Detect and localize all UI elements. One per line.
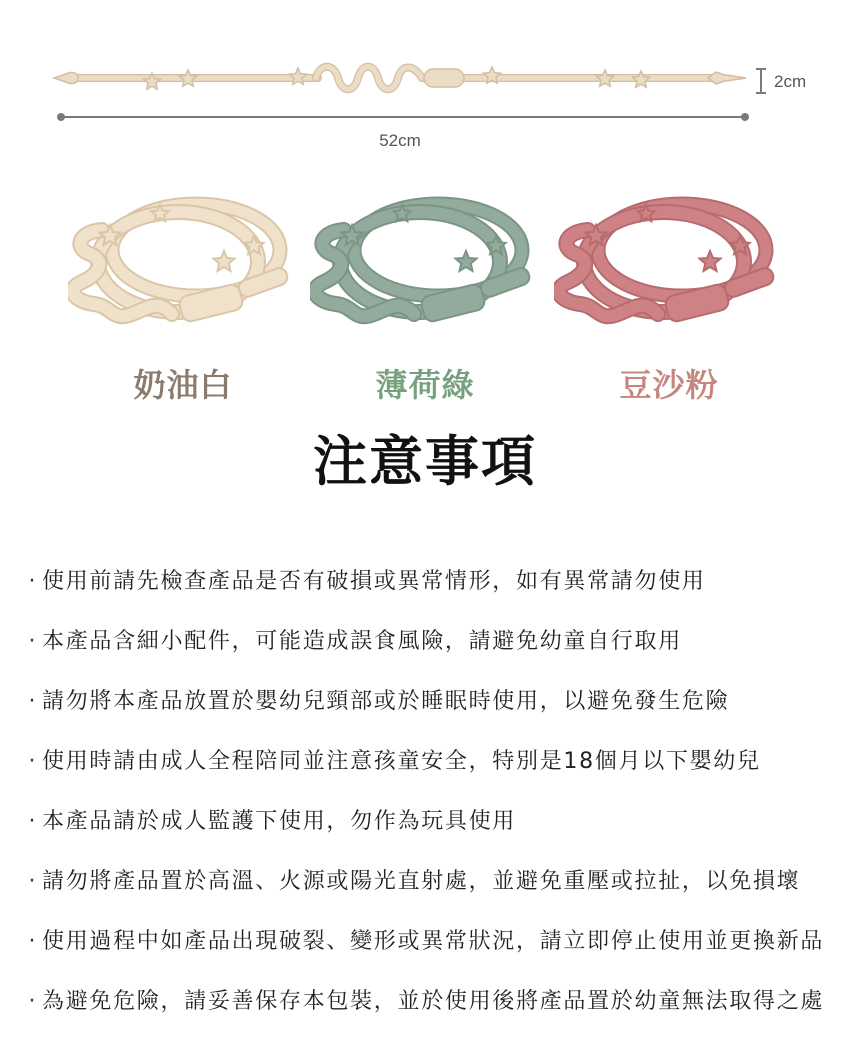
variant-mint-green	[305, 188, 545, 408]
strap-star-charm	[632, 71, 649, 87]
bullet-dot: ·	[28, 749, 36, 774]
notice-item	[0, 686, 850, 718]
notice-title: 注意事項	[313, 430, 537, 493]
variant-label-mint-green: 薄荷綠	[375, 366, 475, 404]
coiled-strap-mint-green	[310, 190, 540, 340]
length-dimension-end-right	[741, 113, 749, 121]
notice-item	[0, 986, 850, 1018]
length-dimension-end-left	[57, 113, 65, 121]
strap-left-tip	[54, 72, 78, 83]
variant-cream-white	[63, 188, 303, 408]
length-dimension-marker	[57, 113, 749, 121]
coiled-strap-graphic	[68, 190, 298, 340]
variant-bean-pink	[549, 188, 789, 408]
notice-item-text: 為避免危險，請妥善保存本包裝，並於使用後將產品置於幼童無法取得之處	[42, 989, 825, 1014]
strap-width-label: 2cm	[774, 72, 807, 91]
variant-label-bean-pink: 豆沙粉	[619, 366, 719, 404]
bullet-dot: ·	[28, 869, 36, 894]
strap-length-label: 52cm	[379, 131, 421, 150]
strap-clip-tab	[424, 69, 464, 87]
coil-star-charm	[456, 251, 477, 271]
notice-item	[0, 926, 850, 958]
notice-item-text: 使用時請由成人全程陪同並注意孩童安全，特別是18個月以下嬰幼兒	[42, 749, 761, 774]
notice-item	[0, 626, 850, 658]
coiled-strap-graphic	[554, 190, 784, 340]
strap-star-charm	[596, 70, 613, 86]
bullet-dot: ·	[28, 929, 36, 954]
coil-star-charm	[214, 251, 235, 271]
bullet-dot: ·	[28, 569, 36, 594]
notice-item-text: 使用前請先檢查產品是否有破損或異常情形，如有異常請勿使用	[42, 569, 706, 594]
coiled-strap-graphic	[310, 190, 540, 340]
width-dimension-marker	[756, 69, 766, 93]
notice-item	[0, 566, 850, 598]
unrolled-strap	[54, 67, 746, 90]
coiled-strap-bean-pink	[554, 190, 784, 340]
notice-list	[0, 566, 850, 1045]
strap-star-charm	[179, 70, 196, 86]
notice-item	[0, 806, 850, 838]
notice-item-text: 請勿將本產品放置於嬰幼兒頸部或於睡眠時使用，以避免發生危險	[42, 689, 730, 714]
notice-item-text: 本產品含細小配件，可能造成誤食風險，請避免幼童自行取用	[42, 629, 682, 654]
strap-right-tip	[708, 72, 746, 84]
coil-star-charm	[700, 251, 721, 271]
notice-item-text: 使用過程中如產品出現破裂、變形或異常狀況，請立即停止使用並更換新品	[42, 929, 825, 954]
bullet-dot: ·	[28, 689, 36, 714]
bullet-dot: ·	[28, 809, 36, 834]
variant-label-cream-white: 奶油白	[133, 366, 233, 404]
bullet-dot: ·	[28, 629, 36, 654]
notice-item-text: 請勿將產品置於高溫、火源或陽光直射處，並避免重壓或拉扯，以免損壞	[42, 869, 801, 894]
coiled-strap-cream-white	[68, 190, 298, 340]
bullet-dot: ·	[28, 989, 36, 1014]
notice-item	[0, 746, 850, 778]
notice-item	[0, 866, 850, 898]
notice-item-text: 本產品請於成人監護下使用，勿作為玩具使用	[42, 809, 517, 834]
